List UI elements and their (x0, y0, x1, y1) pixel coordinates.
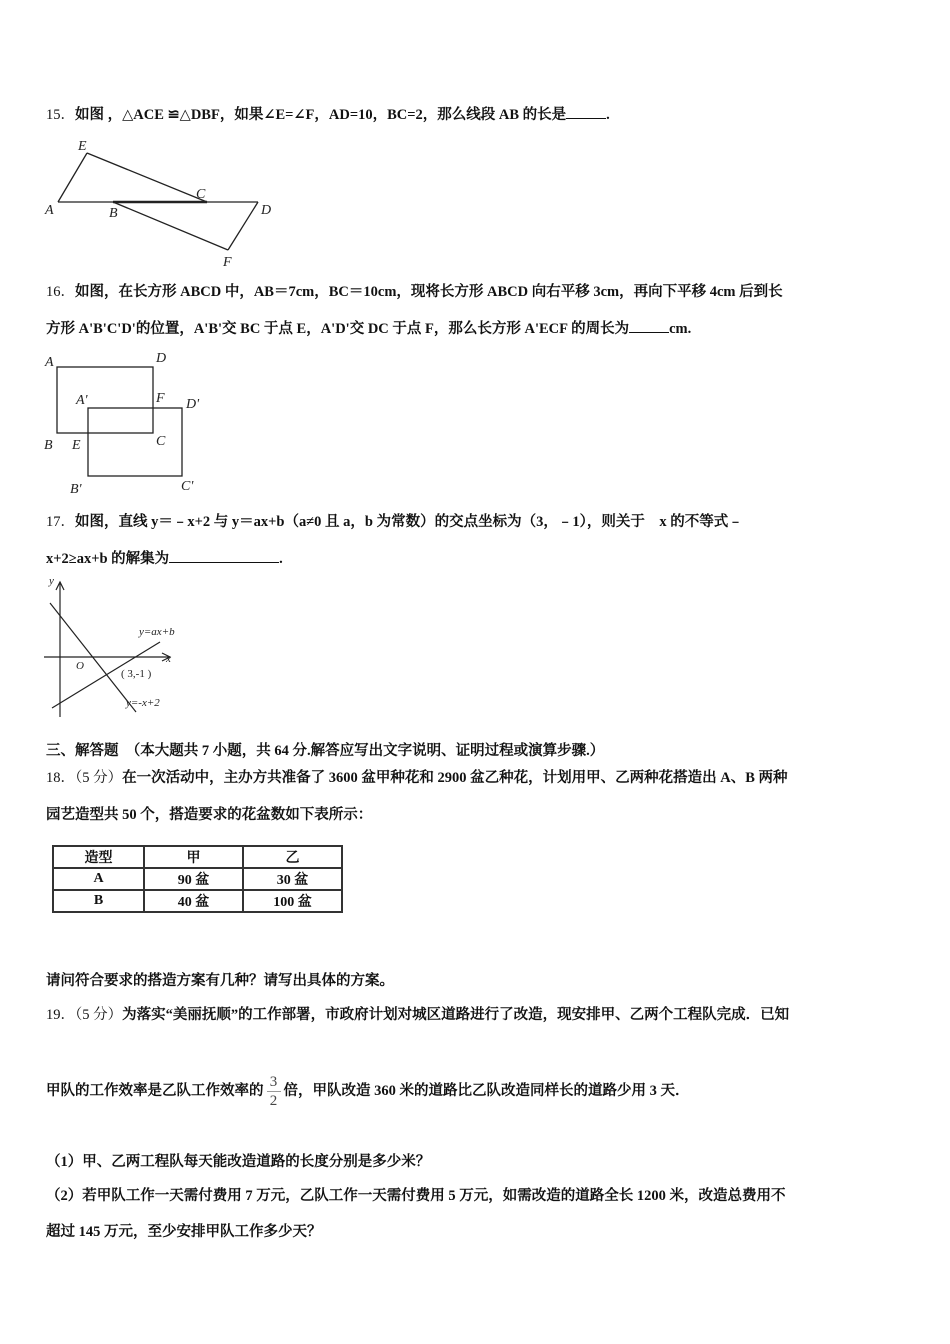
q19-text: 为落实“美丽抚顺”的工作部署，市政府计划对城区道路进行了改造，现安排甲、乙两个工程队完成．已知 (122, 1007, 790, 1023)
label-e: E (72, 438, 81, 453)
table-header: 造型 (53, 846, 144, 868)
fraction-numerator: 3 (269, 1074, 278, 1090)
q19-part1: （1）甲、乙两工程队每天能改造道路的长度分别是多少米？ (46, 1154, 431, 1170)
segment-ec (87, 153, 207, 202)
table-cell: B (53, 890, 144, 912)
q17-text-2: x+2≥ax+b 的解集为 (46, 551, 170, 567)
q19-text-2b: 倍，甲队改造 360 米的道路比乙队改造同样长的道路少用 3 天． (283, 1082, 690, 1099)
label-d-prime: D' (186, 397, 200, 412)
rect-abcd (57, 367, 153, 433)
q16-number: 16． (46, 284, 75, 300)
label-line-ax-b: y=ax+b (139, 626, 175, 638)
answer-blank[interactable] (169, 548, 279, 563)
q19-number: 19．（5 分） (46, 1007, 123, 1023)
table-row (53, 890, 342, 912)
label-c-prime: C' (181, 479, 194, 494)
q19-part2-line2: 超过 145 万元，至少安排甲队工作多少天？ (46, 1224, 322, 1240)
q16-text-2: 方形 A'B'C'D'的位置，A'B'交 BC 于点 E，A'D'交 DC 于点 F，那么长方形 A'ECF 的周长为 (46, 321, 630, 337)
q17-line1 (46, 510, 743, 531)
segment-ae (58, 153, 87, 202)
label-line-neg-x: y=-x+2 (126, 697, 160, 709)
label-b: B (44, 438, 53, 453)
q16-line2 (46, 317, 691, 338)
table-cell: 30 盆 (243, 868, 342, 890)
label-c: C (196, 187, 206, 202)
label-y: y (49, 575, 54, 587)
q17-line2 (46, 547, 283, 568)
q15-number: 15． (46, 107, 75, 123)
answer-blank[interactable] (566, 104, 606, 119)
q18-text: 在一次活动中，主办方共准备了 3600 盆甲种花和 2900 盆乙种花，计划用甲、乙两种花搭造出 A、B 两种 (122, 770, 788, 786)
q15-end: . (606, 107, 610, 123)
table-cell: 100 盆 (243, 890, 342, 912)
table-cell: 40 盆 (144, 890, 243, 912)
q18-line1 (46, 766, 788, 787)
label-a-prime: A' (76, 393, 88, 408)
q16-line1 (46, 280, 783, 301)
q17-end: . (279, 551, 283, 567)
rect-a1b1c1d1 (88, 408, 182, 476)
q16-text: 如图，在长方形 ABCD 中，AB＝7cm，BC＝10cm，现将长方形 ABCD 向右平移 3cm，再向下平移 4cm 后到长 (75, 284, 783, 300)
table-header: 乙 (243, 846, 342, 868)
table-header: 甲 (144, 846, 243, 868)
answer-blank[interactable] (629, 318, 669, 333)
q18-number: 18．（5 分） (46, 770, 123, 786)
q19-line1 (46, 1003, 789, 1024)
q16-end: cm. (669, 321, 692, 337)
flower-pot-table (52, 845, 343, 913)
segment-bf (113, 202, 228, 250)
q19-line2 (46, 1074, 690, 1109)
label-b: B (109, 206, 118, 221)
table-cell: A (53, 868, 144, 890)
q18-question: 请问符合要求的搭造方案有几种？请写出具体的方案。 (46, 973, 394, 989)
fraction-three-halves (267, 1074, 281, 1109)
q17-text: 如图，直线 y＝﹣x+2 与 y＝ax+b（a≠0 且 a，b 为常数）的交点坐标为（3，﹣1），则关于 x 的不等式﹣ (75, 514, 743, 530)
label-origin: O (76, 660, 84, 672)
q15-text: 如图 ，△ACE ≌△DBF，如果∠E=∠F，AD=10，BC=2，那么线段 AB 的长是 (75, 107, 567, 123)
table-cell: 90 盆 (144, 868, 243, 890)
label-b-prime: B' (70, 482, 82, 497)
fraction-denominator: 2 (269, 1093, 278, 1109)
q19-part2-line1: （2）若甲队工作一天需付费用 7 万元，乙队工作一天需付费用 5 万元，如需改造的道路全长 1200 米，改造总费用不 (46, 1188, 786, 1204)
q18-line2: 园艺造型共 50 个，搭造要求的花盆数如下表所示： (46, 807, 373, 823)
label-a: A (45, 355, 54, 370)
label-intersection: ( 3,-1 ) (121, 668, 152, 680)
label-a: A (45, 203, 54, 218)
q19-text-2a: 甲队的工作效率是乙队工作效率的 (46, 1082, 264, 1099)
segment-df (228, 202, 258, 250)
section-3-title: 三、解答题 （本大题共 7 小题，共 64 分.解答应写出文字说明、证明过程或演算步骤.） (46, 743, 605, 759)
label-f: F (156, 391, 165, 406)
table-row (53, 868, 342, 890)
q17-number: 17． (46, 514, 75, 530)
label-d: D (261, 203, 272, 218)
label-c: C (156, 434, 166, 449)
label-f: F (223, 255, 232, 270)
label-e: E (78, 139, 87, 154)
table-header-row (53, 846, 342, 868)
label-x: x (166, 653, 171, 665)
label-d: D (156, 351, 167, 366)
q15-line1 (46, 103, 610, 124)
